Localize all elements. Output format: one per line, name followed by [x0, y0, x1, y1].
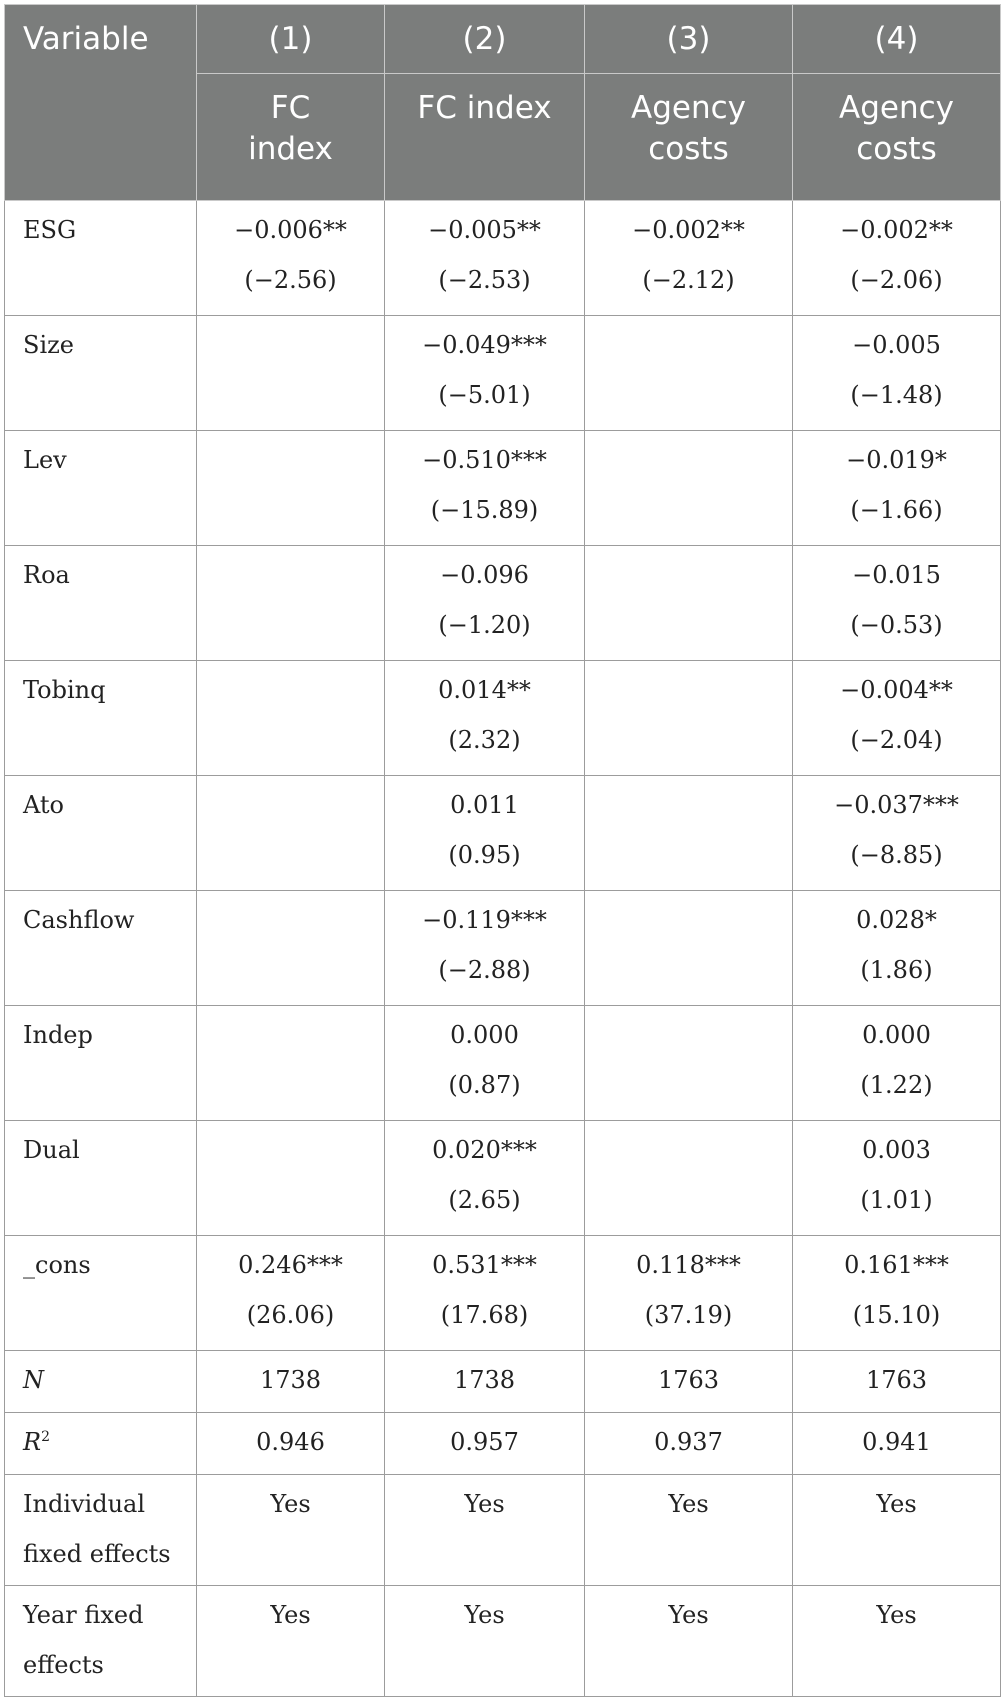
coefficient-cell: [585, 1236, 793, 1351]
table-row: [5, 1006, 1001, 1121]
t-statistic: (−2.88): [438, 956, 531, 984]
fixed-effects-label: [5, 1475, 197, 1586]
table-row: [5, 546, 1001, 661]
variable-header: Variable: [5, 5, 197, 201]
coefficient-value: −0.006**: [234, 216, 347, 244]
row-label: Lev: [5, 431, 197, 546]
column-title-1: [197, 74, 385, 201]
header-row-numbers: [5, 5, 1001, 74]
t-statistic: (2.32): [448, 726, 521, 754]
r-squared-label: [5, 1413, 197, 1475]
coefficient-cell: [585, 776, 793, 891]
coefficient-cell: [197, 1121, 385, 1236]
coefficient-cell: [793, 1236, 1001, 1351]
fixed-effects-value: Yes: [585, 1475, 793, 1586]
coefficient-value: −0.049***: [422, 331, 547, 359]
coefficient-cell: [385, 661, 585, 776]
column-title-4-line1: Agency: [839, 90, 954, 126]
t-statistic: (2.65): [448, 1186, 521, 1214]
r-squared-row: [5, 1413, 1001, 1475]
t-statistic: (1.86): [860, 956, 933, 984]
coefficient-cell: [585, 1121, 793, 1236]
coefficient-cell: [793, 891, 1001, 1006]
t-statistic: (−2.53): [438, 266, 531, 294]
coefficient-value: −0.004**: [840, 676, 953, 704]
t-statistic: (−2.04): [850, 726, 943, 754]
column-title-4-line2: costs: [856, 131, 937, 167]
t-statistic: (26.06): [246, 1301, 335, 1329]
r-squared-label-text: R: [23, 1428, 42, 1456]
column-title-2-line1: FC index: [417, 90, 552, 126]
fixed-effects-label-line1: Year fixed: [23, 1601, 144, 1629]
coefficient-cell: [585, 891, 793, 1006]
coefficient-cell: [793, 1006, 1001, 1121]
fixed-effects-value: Yes: [793, 1475, 1001, 1586]
coefficient-value: −0.015: [852, 561, 941, 589]
t-statistic: (37.19): [644, 1301, 733, 1329]
t-statistic: (−2.06): [850, 266, 943, 294]
table-row: [5, 661, 1001, 776]
coefficient-value: −0.002**: [840, 216, 953, 244]
coefficient-cell: [197, 661, 385, 776]
t-statistic: (−0.53): [850, 611, 943, 639]
fixed-effects-label: [5, 1586, 197, 1697]
fixed-effects-row: [5, 1586, 1001, 1697]
fixed-effects-row: [5, 1475, 1001, 1586]
coefficient-cell: [197, 431, 385, 546]
column-title-4: [793, 74, 1001, 201]
coefficient-cell: [197, 891, 385, 1006]
table-row: [5, 431, 1001, 546]
coefficient-value: −0.096: [440, 561, 529, 589]
coefficient-cell: [793, 1121, 1001, 1236]
coefficient-value: 0.161***: [844, 1251, 949, 1279]
table-row: [5, 1236, 1001, 1351]
table-row: [5, 1121, 1001, 1236]
coefficient-value: 0.020***: [432, 1136, 537, 1164]
coefficient-cell: [197, 1006, 385, 1121]
column-title-3-line2: costs: [648, 131, 729, 167]
row-label: Cashflow: [5, 891, 197, 1006]
coefficient-cell: [585, 1006, 793, 1121]
observations-value: 1738: [385, 1351, 585, 1413]
t-statistic: (−1.20): [438, 611, 531, 639]
r-squared-value: 0.941: [793, 1413, 1001, 1475]
t-statistic: (1.01): [860, 1186, 933, 1214]
coefficient-cell: [585, 431, 793, 546]
column-number-1: (1): [197, 5, 385, 74]
fixed-effects-label-line2: effects: [23, 1651, 104, 1679]
coefficient-value: 0.014**: [438, 676, 531, 704]
observations-row: [5, 1351, 1001, 1413]
coefficient-cell: [793, 201, 1001, 316]
coefficient-value: 0.531***: [432, 1251, 537, 1279]
coefficient-cell: [585, 316, 793, 431]
coefficient-value: −0.037***: [834, 791, 959, 819]
coefficient-cell: [793, 431, 1001, 546]
coefficient-value: −0.119***: [422, 906, 547, 934]
t-statistic: (−1.66): [850, 496, 943, 524]
observations-label: [5, 1351, 197, 1413]
coefficient-cell: [197, 201, 385, 316]
observations-value: 1763: [585, 1351, 793, 1413]
coefficient-cell: [585, 546, 793, 661]
t-statistic: (17.68): [440, 1301, 529, 1329]
coefficient-value: 0.000: [862, 1021, 931, 1049]
observations-value: 1763: [793, 1351, 1001, 1413]
fixed-effects-value: Yes: [197, 1475, 385, 1586]
column-title-3-line1: Agency: [631, 90, 746, 126]
coefficient-cell: [197, 316, 385, 431]
t-statistic: (0.87): [448, 1071, 521, 1099]
row-label: _cons: [5, 1236, 197, 1351]
coefficient-value: 0.003: [862, 1136, 931, 1164]
coefficient-cell: [385, 316, 585, 431]
table-body: [5, 201, 1001, 1697]
coefficient-value: 0.118***: [636, 1251, 741, 1279]
r-squared-superscript: 2: [41, 1429, 50, 1445]
table-row: [5, 776, 1001, 891]
column-number-2: (2): [385, 5, 585, 74]
t-statistic: (0.95): [448, 841, 521, 869]
table-header: [5, 5, 1001, 201]
coefficient-cell: [385, 1006, 585, 1121]
row-label: Roa: [5, 546, 197, 661]
coefficient-cell: [793, 661, 1001, 776]
row-label: Dual: [5, 1121, 197, 1236]
table-row: [5, 316, 1001, 431]
column-title-1-line2: index: [248, 131, 333, 167]
coefficient-cell: [385, 891, 585, 1006]
r-squared-value: 0.946: [197, 1413, 385, 1475]
coefficient-value: 0.011: [450, 791, 519, 819]
coefficient-value: −0.005**: [428, 216, 541, 244]
t-statistic: (−5.01): [438, 381, 531, 409]
column-number-4: (4): [793, 5, 1001, 74]
coefficient-value: −0.005: [852, 331, 941, 359]
coefficient-value: −0.002**: [632, 216, 745, 244]
fixed-effects-label-line1: Individual: [23, 1490, 146, 1518]
column-title-1-line1: FC: [270, 90, 311, 126]
coefficient-cell: [197, 546, 385, 661]
fixed-effects-value: Yes: [793, 1586, 1001, 1697]
coefficient-cell: [793, 316, 1001, 431]
observations-label-text: N: [23, 1366, 44, 1394]
coefficient-cell: [197, 776, 385, 891]
coefficient-cell: [385, 776, 585, 891]
column-title-3: [585, 74, 793, 201]
column-title-2: [385, 74, 585, 201]
fixed-effects-value: Yes: [585, 1586, 793, 1697]
coefficient-value: 0.000: [450, 1021, 519, 1049]
t-statistic: (−15.89): [430, 496, 539, 524]
coefficient-cell: [793, 776, 1001, 891]
coefficient-cell: [385, 1236, 585, 1351]
t-statistic: (−2.56): [244, 266, 337, 294]
regression-table: [4, 4, 1001, 1697]
coefficient-cell: [793, 546, 1001, 661]
coefficient-cell: [585, 201, 793, 316]
coefficient-value: −0.019*: [846, 446, 947, 474]
fixed-effects-value: Yes: [385, 1586, 585, 1697]
coefficient-cell: [385, 201, 585, 316]
t-statistic: (15.10): [852, 1301, 941, 1329]
column-number-3: (3): [585, 5, 793, 74]
coefficient-cell: [385, 431, 585, 546]
fixed-effects-label-line2: fixed effects: [23, 1540, 171, 1568]
row-label: Tobinq: [5, 661, 197, 776]
row-label: Indep: [5, 1006, 197, 1121]
fixed-effects-value: Yes: [197, 1586, 385, 1697]
table-row: [5, 891, 1001, 1006]
coefficient-value: 0.028*: [856, 906, 937, 934]
coefficient-cell: [385, 546, 585, 661]
fixed-effects-value: Yes: [385, 1475, 585, 1586]
r-squared-value: 0.957: [385, 1413, 585, 1475]
row-label: Ato: [5, 776, 197, 891]
regression-table-container: [4, 4, 1000, 1697]
coefficient-cell: [197, 1236, 385, 1351]
table-row: [5, 201, 1001, 316]
t-statistic: (1.22): [860, 1071, 933, 1099]
row-label: ESG: [5, 201, 197, 316]
observations-value: 1738: [197, 1351, 385, 1413]
t-statistic: (−2.12): [642, 266, 735, 294]
coefficient-value: 0.246***: [238, 1251, 343, 1279]
r-squared-value: 0.937: [585, 1413, 793, 1475]
row-label: Size: [5, 316, 197, 431]
coefficient-cell: [585, 661, 793, 776]
t-statistic: (−1.48): [850, 381, 943, 409]
coefficient-value: −0.510***: [422, 446, 547, 474]
coefficient-cell: [385, 1121, 585, 1236]
t-statistic: (−8.85): [850, 841, 943, 869]
